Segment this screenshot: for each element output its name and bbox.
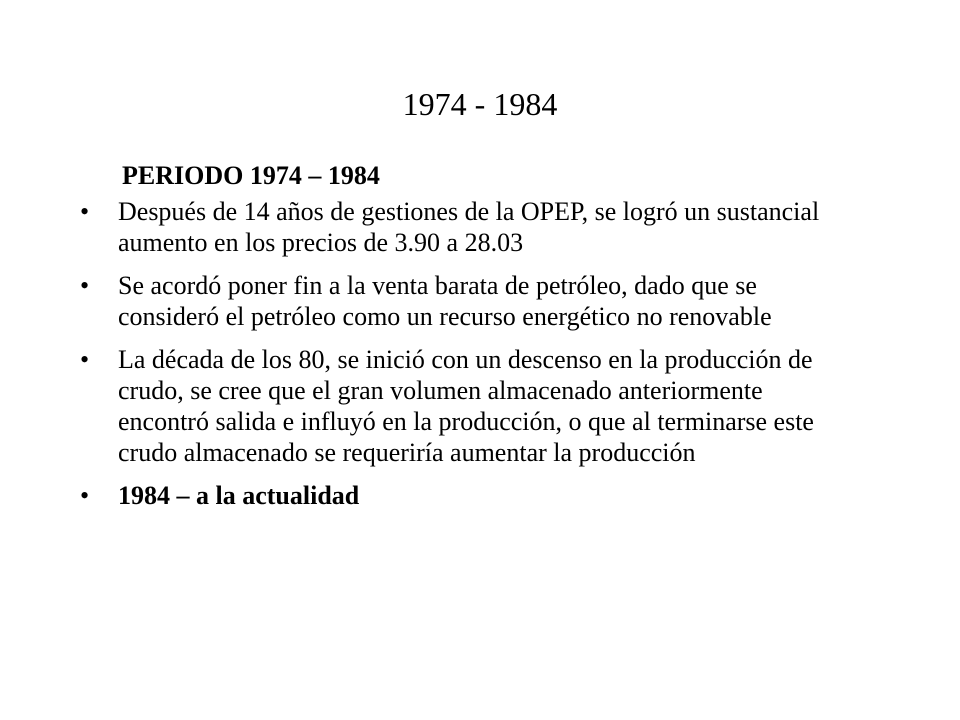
bullet-icon: • [80,271,90,300]
bullet-icon: • [80,345,90,374]
bullet-item-price-increase [80,196,860,258]
bullet-icon: • [80,197,90,226]
slide-title: 1974 - 1984 [402,86,558,122]
bullet-text: Después de 14 años de gestiones de la OPEP, se logró un sustancial aumento en los precios de 3.90 a 28.03 [118,197,820,257]
bullet-item-non-renewable [80,270,860,332]
period-subheading: PERIODO 1974 – 1984 [122,161,380,190]
bullet-item-eighties-decline [80,344,860,468]
bullet-text: Se acordó poner fin a la venta barata de petróleo, dado que se consideró el petróleo como un recurso energético no renovable [118,271,772,331]
bullet-icon: • [80,481,90,510]
bullet-item-1984-present [80,480,860,511]
bullet-list [80,196,860,523]
bullet-text: La década de los 80, se inició con un descenso en la producción de crudo, se cree que el gran volumen almacenado anteriormente encontró salida e influyó en la producción, o que al terminarse este crudo almacenado se requeriría aumentar la producción [118,345,814,467]
bullet-text: 1984 – a la actualidad [118,481,360,510]
